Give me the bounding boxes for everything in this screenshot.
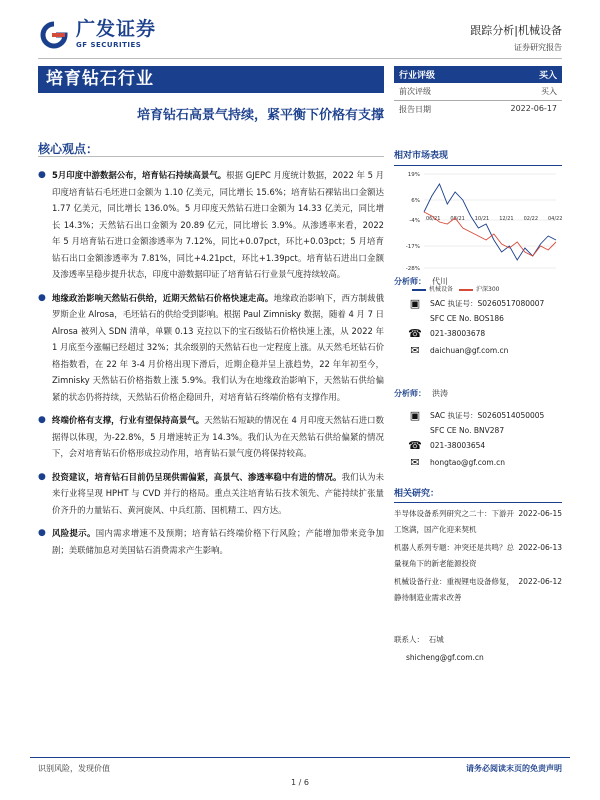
related-item[interactable] (394, 574, 562, 605)
phone-icon: ☎ (408, 327, 422, 340)
contact-card (394, 634, 562, 662)
header-divider (38, 58, 562, 59)
prev-rating-value: 买入 (541, 87, 557, 96)
related-research (394, 486, 562, 605)
page-number: 1 / 6 (291, 778, 309, 787)
x-tick-label: 08/21 (450, 216, 465, 222)
x-tick-label: 10/21 (474, 216, 490, 222)
bullet-item (38, 167, 384, 283)
related-heading: 相关研究： (394, 489, 440, 499)
y-tick-label: 19% (407, 172, 420, 178)
related-item[interactable] (394, 540, 562, 571)
analyst-card (394, 276, 562, 357)
rating-value: 买入 (538, 71, 557, 81)
rating-box (394, 66, 562, 118)
mail-icon: ✉ (410, 344, 420, 357)
y-tick-label: 6% (411, 198, 420, 204)
rating-header (394, 66, 562, 83)
bullet-lead: 地缘政治影响天然钻石供给，近期天然钻石价格快速走高。 (52, 292, 274, 303)
related-divider (394, 502, 562, 503)
core-bullets (38, 160, 384, 558)
legend-label: 沪深300 (476, 286, 500, 293)
bullet-text: 根据 GJEPC 月度统计数据，2022 年 5 月印度培育钻石毛坯进口金额为 1.10 亿美元，同比增长 15.6%；培育钻石裸钻出口金额达 1.77 亿美元，同比增长 136.0%。5 月印度天然钻石进口金额为 14.33 亿美元，同比增长 14.3%；天然钻石出口金额为 20.89 亿元，同比增长 3.9%。从渗透率来看，2022 年 5 月培育钻石进口金额渗透率为 7.12%，同比+0.07pct，环比+0.03pct；5 月培育钻石出口金额渗透率为 7.81%，同比+4.21pct，环比+1.39pct。培育钻石进出口金额及渗透率呈稳步提升状态，印度中游数据印证了培育钻石行业景气度持续较高。 (52, 170, 384, 279)
analyst-label: 分析师： (394, 277, 426, 286)
gf-logo-icon (38, 21, 70, 49)
brand-name-en: GF SECURITIES (76, 41, 142, 49)
series-line (424, 184, 556, 260)
category-label: 跟踪分析|机械设备 (470, 24, 562, 37)
bullet-dot-icon: ● (38, 471, 46, 482)
footer-divider (30, 757, 570, 758)
phone-number: 021-38003654 (430, 441, 486, 450)
bullet-text: 天然钻石短缺的情况在 4 月印度天然钻石进口数据得以体现，为-22.8%，5 月增速转正为 14.3%。我们认为在天然钻石供给偏紧的情况下，会对培育钻石价格形成拉动作用，培育钻石景气度仍将保持较高。 (52, 415, 385, 458)
x-tick-label: 04/22 (548, 216, 562, 222)
sac-number: SAC 执证号：S0260514050005 (430, 411, 545, 420)
analyst-name: 代川 (432, 277, 448, 286)
chart-title: 相对市场表现 (394, 151, 449, 161)
analyst-label: 分析师： (394, 389, 426, 398)
bullet-lead: 投资建议，培育钻石目前仍呈现供需偏紧，高景气、渗透率稳中有进的情况。 (52, 471, 342, 482)
mail-icon: ✉ (410, 456, 420, 469)
related-date: 2022-06-15 (518, 509, 562, 518)
prev-rating-label: 前次评级 (399, 87, 431, 96)
bullet-item (38, 412, 384, 462)
footer-disclaimer: 请务必阅读末页的免责声明 (466, 764, 562, 773)
bullet-lead: 5月印度中游数据公布，培育钻石持续高景气。 (52, 170, 227, 180)
relative-performance-chart (394, 148, 562, 293)
x-tick-label: 12/21 (499, 216, 514, 222)
chart-svg (394, 166, 562, 278)
bullet-lead: 风险提示。 (52, 528, 96, 538)
badge-icon: ▣ (409, 297, 421, 310)
x-tick-label: 06/21 (426, 216, 441, 222)
related-title: 半导体设备系列研究之二十：下游开工饱满，国产化迎来契机 (394, 509, 514, 534)
phone-icon: ☎ (408, 439, 422, 452)
badge-icon: ▣ (409, 409, 421, 422)
analyst-name: 洪涛 (432, 389, 448, 398)
report-subtitle: 培育钻石高景气持续，紧平衡下价格有支撑 (136, 108, 384, 123)
bullet-text: 国内需求增速不及预期；培育钻石终端价格下行风险；产能增加带来竞争加剧；美联储加息对美国钻石消费需求产生影响。 (52, 528, 384, 555)
related-date: 2022-06-13 (518, 543, 562, 552)
report-date-row (394, 101, 562, 118)
y-tick-label: -28% (405, 266, 420, 272)
report-category (470, 22, 562, 53)
related-item[interactable] (394, 506, 562, 537)
contact-name: 石城 (428, 635, 444, 644)
bullet-text: 我们认为未来行业将呈现 HPHT 与 CVD 并行的格局。重点关注培育钻石技术领先、产能持续扩张量价齐升的力量钻石、黄河旋风、中兵红箭、国机精工、四方达。 (52, 471, 385, 515)
bullet-dot-icon: ● (38, 415, 46, 425)
report-date-value: 2022-06-17 (510, 104, 557, 113)
core-divider (38, 156, 384, 157)
x-tick-label: 02/22 (523, 216, 539, 222)
sac-number: SAC 执证号：S0260517080007 (430, 299, 545, 308)
contact-email[interactable]: shicheng@gf.com.cn (406, 653, 484, 662)
bullet-item (38, 525, 384, 558)
analyst-card (394, 388, 562, 469)
y-tick-label: -4% (409, 218, 420, 224)
bullet-dot-icon: ● (38, 170, 46, 180)
industry-title: 培育钻石行业 (38, 66, 384, 93)
bullet-text: 地缘政治影响下，西方制裁俄罗斯企业 Alrosa，毛坯钻石的供给受到影响。根据 Paul Zimnisky 数据，随着 4 月 7 日 Alrosa 被列入 SDN 清单，单颗 0.13 克拉以下的宝石级钻石价格快速上涨，从 2022 年 1 月底至今涨幅已经超过 32%；其余级别的天然钻石也一定程度上涨。从天然毛坯钻石价格指数看，在 22 年 3-4 月价格出现下滑后，近期企稳并呈上涨趋势，22 年年初至今，Zimnisky 天然钻石价格指数上涨 5.9%。我们认为在地缘政治影响下，天然钻石供给偏紧的状态仍将持续，天然钻石价格企稳回升，对培育钻石终端价格有支撑作用。 (52, 292, 385, 402)
bullet-lead: 终端价格有支撑，行业有望保持高景气。 (52, 415, 205, 425)
bullet-dot-icon: ● (38, 292, 46, 303)
related-title: 机器人系列专题：冲突还是共鸣？总量视角下的新老能源投资 (394, 543, 514, 568)
related-date: 2022-06-12 (518, 577, 562, 586)
brand-logo (38, 20, 156, 49)
core-heading: 核心观点： (38, 142, 99, 156)
bullet-item (38, 469, 384, 519)
bullet-item (38, 290, 384, 406)
related-title: 机械设备行业：重视锂电设备修复，静待制造业需求改善 (394, 577, 514, 602)
sfc-number: SFC CE No. BNV287 (430, 426, 505, 435)
doc-type: 证券研究报告 (514, 43, 562, 52)
footer-slogan: 识别风险，发现价值 (38, 764, 110, 773)
email-link[interactable]: hongtao@gf.com.cn (430, 458, 505, 467)
rating-label: 行业评级 (399, 71, 436, 81)
bullet-dot-icon: ● (38, 528, 46, 538)
sfc-number: SFC CE No. BOS186 (430, 314, 504, 323)
contact-label: 联系人： (394, 635, 424, 644)
phone-number: 021-38003678 (430, 329, 486, 338)
y-tick-label: -17% (405, 244, 420, 250)
legend-label: 机械设备 (429, 286, 454, 293)
email-link[interactable]: daichuan@gf.com.cn (430, 346, 509, 355)
report-date-label: 报告日期 (399, 105, 431, 114)
prev-rating-row (394, 83, 562, 100)
brand-name-cn: 广发证券 (76, 18, 157, 40)
